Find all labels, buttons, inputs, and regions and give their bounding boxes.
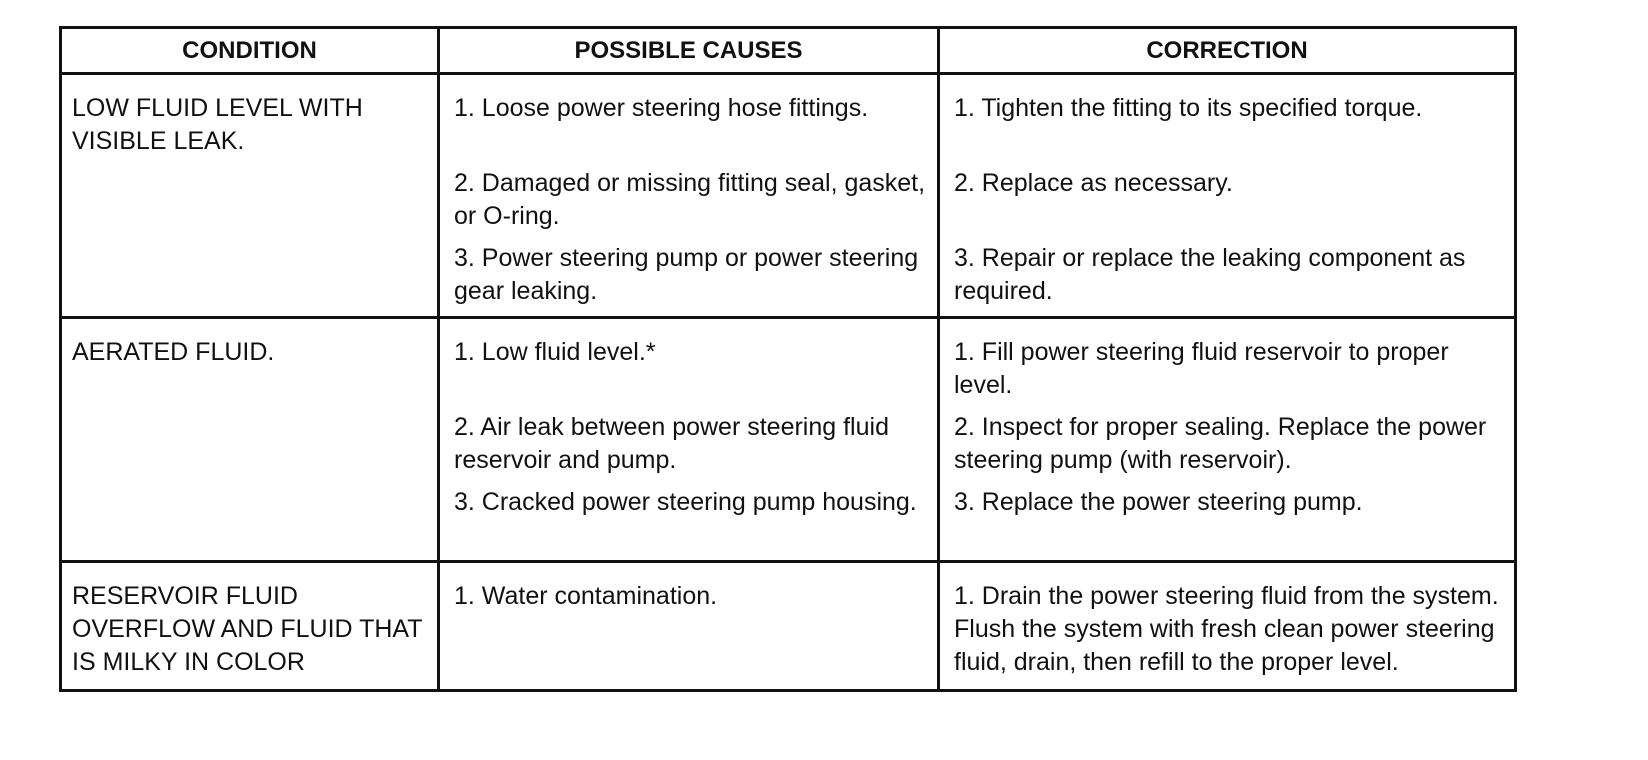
header-row xyxy=(61,28,1516,74)
correction-item: 1. Drain the power steering fluid from the system. Flush the system with fresh clean power steering fluid, drain, then refill to the proper level. xyxy=(954,582,1499,676)
condition-text: AERATED FLUID. xyxy=(72,338,275,366)
correction-cell xyxy=(939,562,1516,691)
causes-cell xyxy=(439,74,939,318)
header-condition: CONDITION xyxy=(61,28,439,74)
header-correction: CORRECTION xyxy=(939,28,1516,74)
correction-cell xyxy=(939,318,1516,562)
correction-item: 1. Fill power steering fluid reservoir to proper level. xyxy=(954,338,1449,399)
cause-item: 3. Cracked power steering pump housing. xyxy=(454,488,917,516)
condition-text: RESERVOIR FLUID OVERFLOW AND FLUID THAT IS MILKY IN COLOR xyxy=(72,582,423,676)
correction-item: 3. Repair or replace the leaking component as required. xyxy=(954,244,1466,305)
condition-cell xyxy=(61,562,439,691)
table-row xyxy=(61,318,1516,562)
cause-item: 1. Water contamination. xyxy=(454,582,718,610)
condition-cell xyxy=(61,74,439,318)
correction-item: 3. Replace the power steering pump. xyxy=(954,488,1363,516)
causes-cell xyxy=(439,562,939,691)
causes-cell xyxy=(439,318,939,562)
condition-text: LOW FLUID LEVEL WITH VISIBLE LEAK. xyxy=(72,94,363,155)
correction-item: 2. Replace as necessary. xyxy=(954,169,1233,197)
correction-item: 1. Tighten the fitting to its specified torque. xyxy=(954,94,1423,122)
table-row xyxy=(61,562,1516,691)
cause-item: 2. Damaged or missing fitting seal, gasket, or O-ring. xyxy=(454,169,926,230)
cause-item: 3. Power steering pump or power steering gear leaking. xyxy=(454,244,919,305)
diagnosis-table xyxy=(59,26,1517,692)
correction-cell xyxy=(939,74,1516,318)
correction-item: 2. Inspect for proper sealing. Replace the power steering pump (with reservoir). xyxy=(954,413,1487,474)
table-row xyxy=(61,74,1516,318)
cause-item: 1. Loose power steering hose fittings. xyxy=(454,94,869,122)
header-possible-causes: POSSIBLE CAUSES xyxy=(439,28,939,74)
cause-item: 2. Air leak between power steering fluid reservoir and pump. xyxy=(454,413,889,474)
cause-item: 1. Low fluid level.* xyxy=(454,338,656,366)
condition-cell xyxy=(61,318,439,562)
